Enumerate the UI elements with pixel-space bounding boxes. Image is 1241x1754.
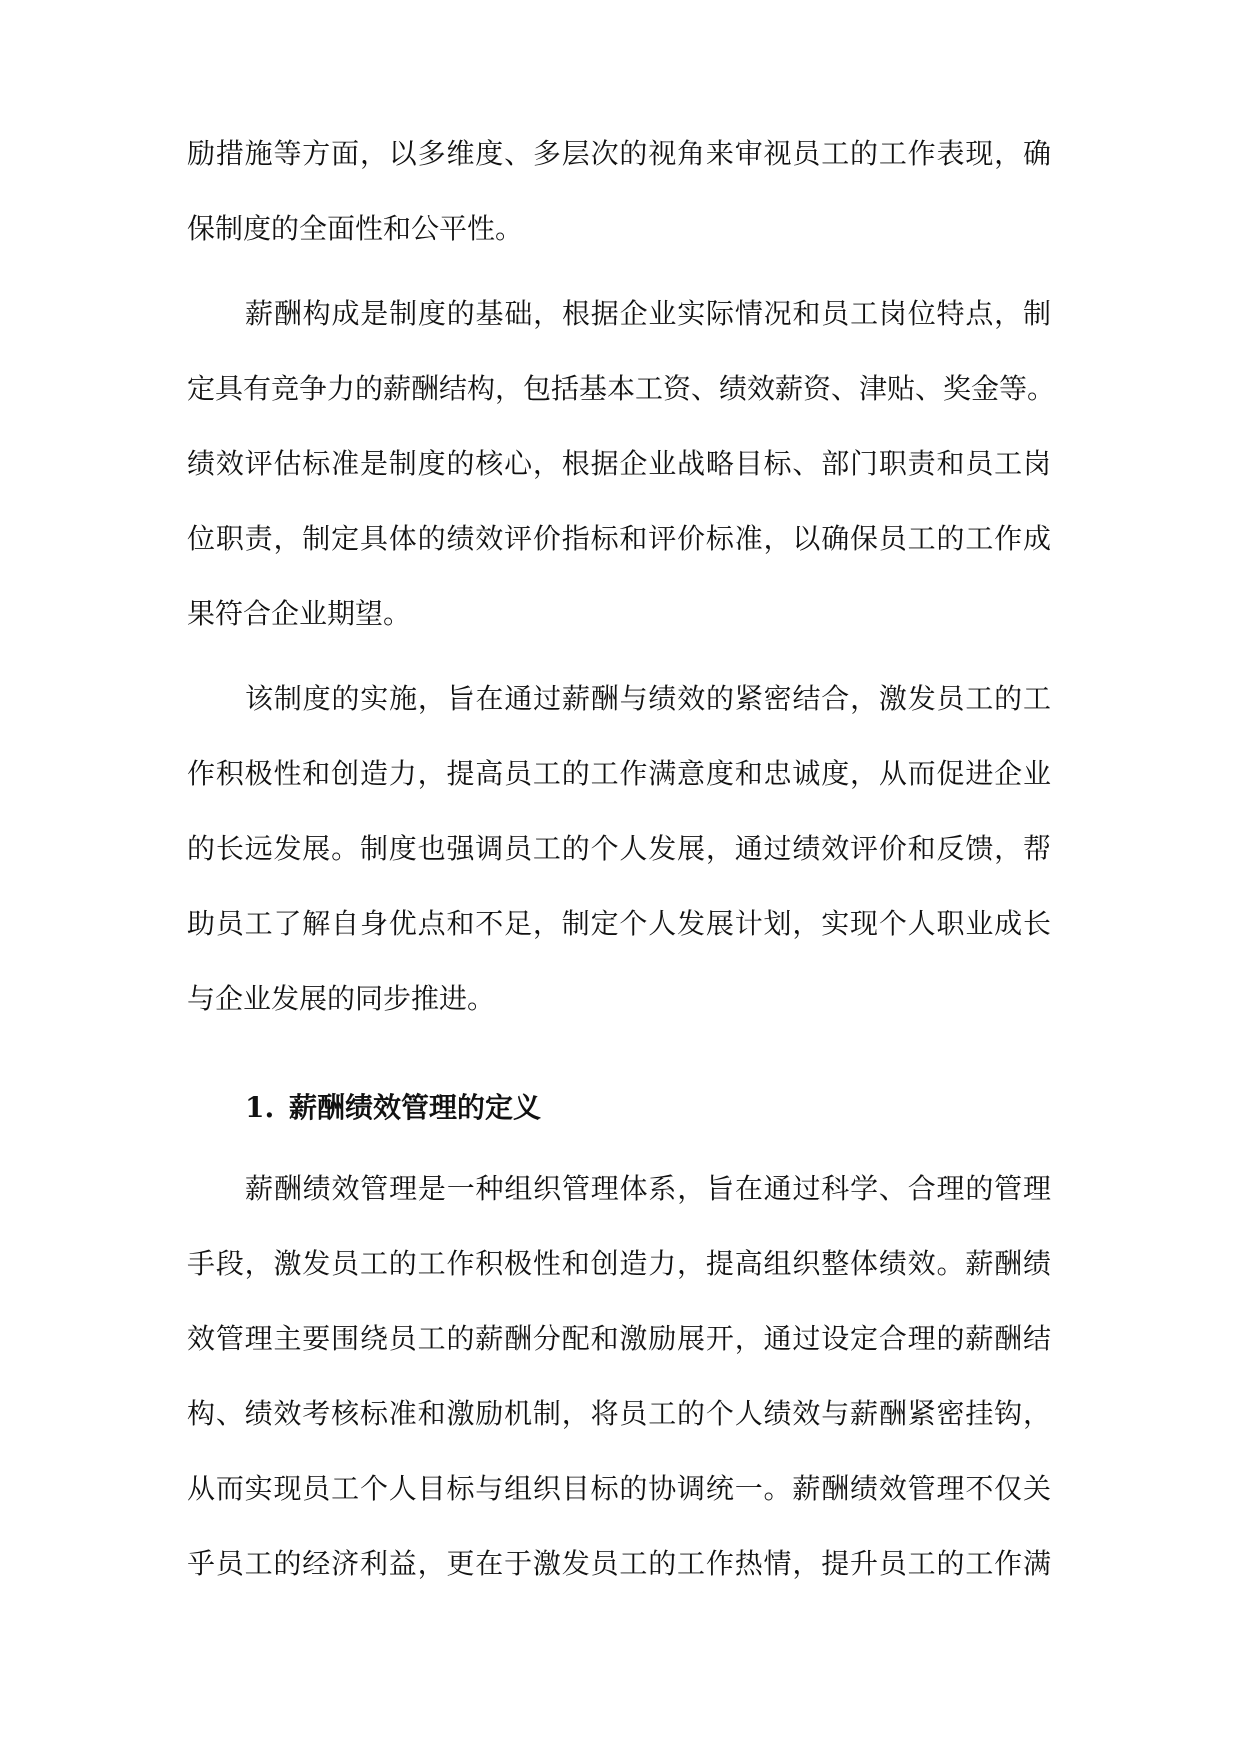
paragraph-2-line-5: 果符合企业期望。 — [187, 597, 412, 630]
section-paragraph-line-1: 薪酬绩效管理是一种组织管理体系，旨在通过科学、合理的管理 — [245, 1172, 1051, 1205]
section-heading — [245, 1090, 541, 1126]
paragraph-2-line-1: 薪酬构成是制度的基础，根据企业实际情况和员工岗位特点，制 — [245, 297, 1051, 330]
paragraph-1-line-2: 保制度的全面性和公平性。 — [187, 212, 524, 245]
section-paragraph-line-2: 手段，激发员工的工作积极性和创造力，提高组织整体绩效。薪酬绩 — [187, 1247, 1051, 1280]
section-paragraph-line-3: 效管理主要围绕员工的薪酬分配和激励展开，通过设定合理的薪酬结 — [187, 1322, 1051, 1355]
paragraph-3-line-3: 的长远发展。制度也强调员工的个人发展，通过绩效评价和反馈，帮 — [187, 832, 1051, 865]
section-title: 薪酬绩效管理的定义 — [289, 1091, 542, 1124]
section-paragraph-line-4: 构、绩效考核标准和激励机制，将员工的个人绩效与薪酬紧密挂钩， — [187, 1397, 1051, 1430]
paragraph-3-line-2: 作积极性和创造力，提高员工的工作满意度和忠诚度，从而促进企业 — [187, 757, 1051, 790]
paragraph-3-line-5: 与企业发展的同步推进。 — [187, 982, 496, 1015]
paragraph-2-line-2: 定具有竞争力的薪酬结构，包括基本工资、绩效薪资、津贴、奖金等。 — [187, 372, 1056, 405]
paragraph-3-line-1: 该制度的实施，旨在通过薪酬与绩效的紧密结合，激发员工的工 — [245, 682, 1051, 715]
paragraph-3-line-4: 助员工了解自身优点和不足，制定个人发展计划，实现个人职业成长 — [187, 907, 1051, 940]
paragraph-2-line-3: 绩效评估标准是制度的核心，根据企业战略目标、部门职责和员工岗 — [187, 447, 1051, 480]
section-paragraph-line-6: 乎员工的经济利益，更在于激发员工的工作热情，提升员工的工作满 — [187, 1547, 1051, 1580]
section-number: 1. — [245, 1091, 275, 1124]
section-paragraph-line-5: 从而实现员工个人目标与组织目标的协调统一。薪酬绩效管理不仅关 — [187, 1472, 1051, 1505]
paragraph-1-line-1: 励措施等方面，以多维度、多层次的视角来审视员工的工作表现，确 — [187, 137, 1051, 170]
paragraph-2-line-4: 位职责，制定具体的绩效评价指标和评价标准，以确保员工的工作成 — [187, 522, 1051, 555]
